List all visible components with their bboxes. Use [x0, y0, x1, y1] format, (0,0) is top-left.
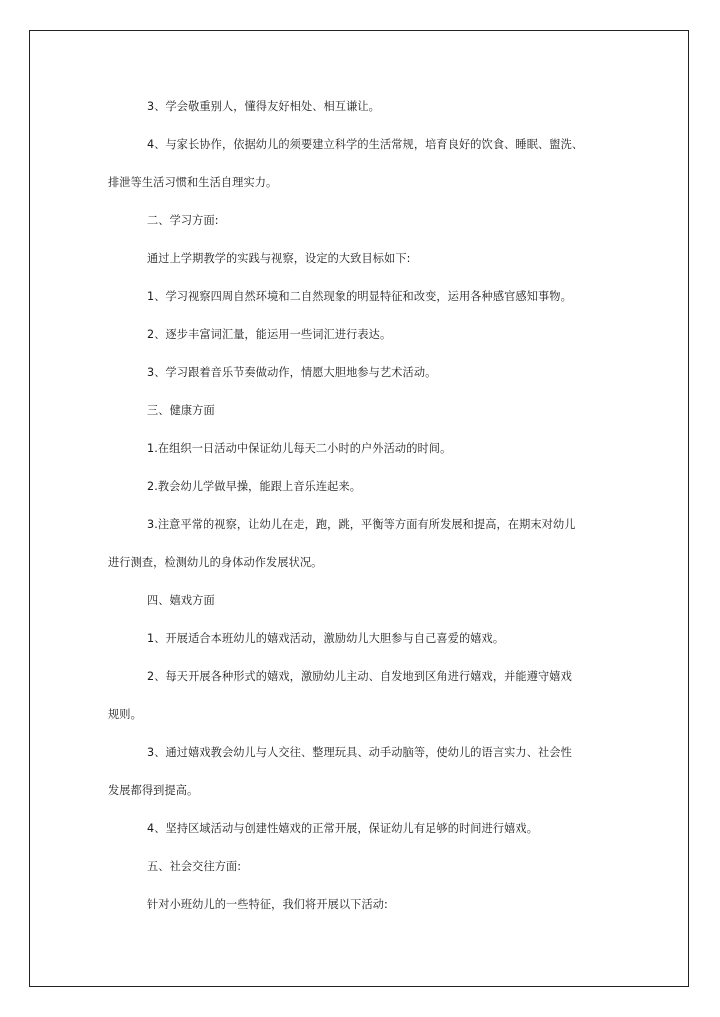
- section-heading-play: 四、嬉戏方面: [147, 594, 215, 607]
- item-respect-others: 3、学会敬重别人，懂得友好相处、相互谦让。: [147, 100, 380, 113]
- learning-item-3: 3、学习跟着音乐节奏做动作，情愿大胆地参与艺术活动。: [147, 366, 437, 379]
- section-heading-health: 三、健康方面: [147, 404, 215, 417]
- section-heading-social: 五、社会交往方面:: [147, 860, 242, 873]
- play-item-2: 2、每天开展各种形式的嬉戏，激励幼儿主动、自发地到区角进行嬉戏，并能遵守嬉戏: [147, 670, 572, 683]
- document-body: [108, 94, 638, 930]
- learning-item-2: 2、逐步丰富词汇量，能运用一些词汇进行表达。: [147, 328, 392, 341]
- section-heading-learning: 二、学习方面:: [147, 214, 219, 227]
- social-intro: 针对小班幼儿的一些特征，我们将开展以下活动:: [147, 898, 388, 911]
- health-item-2: 2.教会幼儿学做早操，能跟上音乐连起来。: [147, 480, 362, 493]
- item-parent-cooperation: 4、与家长协作，依据幼儿的须要建立科学的生活常规，培育良好的饮食、睡眠、盥洗、: [147, 138, 584, 151]
- learning-item-1: 1、学习视察四周自然环境和二自然现象的明显特征和改变，运用各种感官感知事物。: [147, 290, 572, 303]
- health-item-3-cont: 进行测查，检测幼儿的身体动作发展状况。: [108, 556, 323, 569]
- item-parent-cooperation-cont: 排泄等生活习惯和生活自理实力。: [108, 176, 278, 189]
- play-item-3: 3、通过嬉戏教会幼儿与人交往、整理玩具、动手动脑等，使幼儿的语言实力、社会性: [147, 746, 572, 759]
- play-item-1: 1、开展适合本班幼儿的嬉戏活动，激励幼儿大胆参与自己喜爱的嬉戏。: [147, 632, 505, 645]
- learning-intro: 通过上学期教学的实践与视察，设定的大致目标如下:: [147, 252, 411, 265]
- play-item-3-cont: 发展都得到提高。: [108, 784, 199, 797]
- health-item-3: 3.注意平常的视察，让幼儿在走，跑，跳，平衡等方面有所发展和提高，在期末对幼儿: [147, 518, 576, 531]
- play-item-2-cont: 规则。: [108, 708, 142, 721]
- health-item-1: 1.在组织一日活动中保证幼儿每天二小时的户外活动的时间。: [147, 442, 452, 455]
- play-item-4: 4、坚持区域活动与创建性嬉戏的正常开展，保证幼儿有足够的时间进行嬉戏。: [147, 822, 538, 835]
